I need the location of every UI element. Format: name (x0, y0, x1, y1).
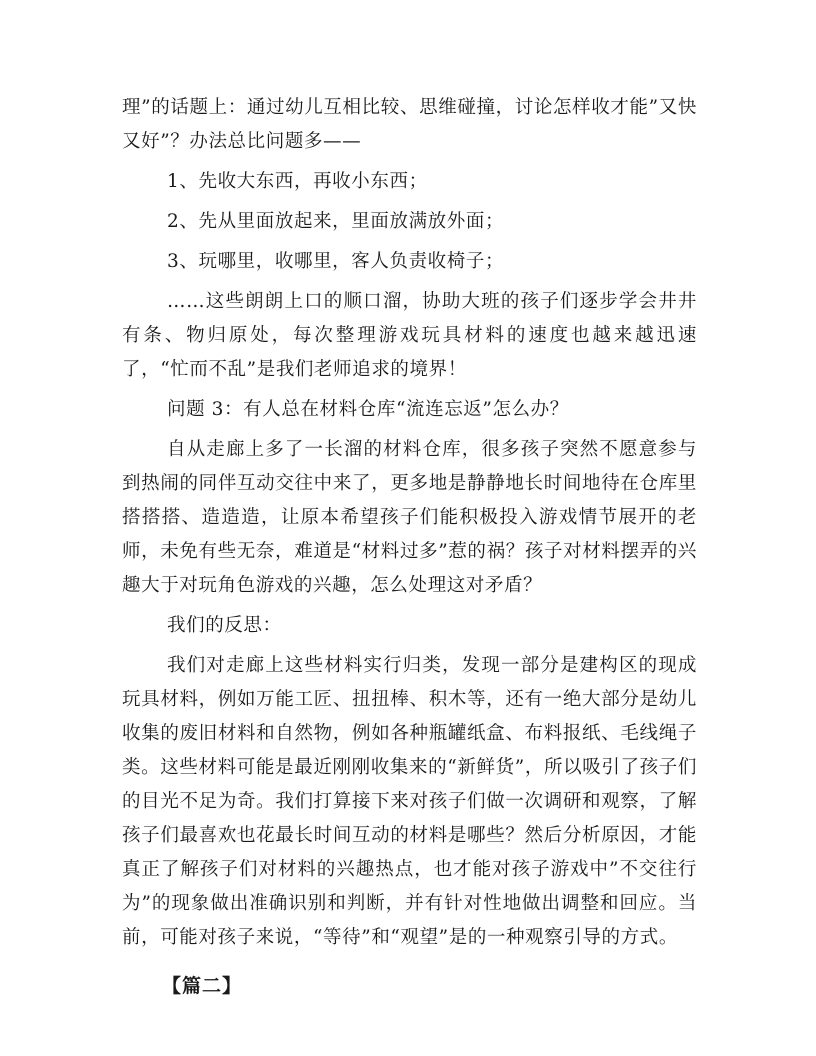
list-item-1: 1、先收大东西，再收小东西； (167, 171, 428, 192)
section-heading: 【篇二】 (162, 975, 243, 997)
paragraph-continuation: 理”的话题上：通过幼儿互相比较、思维碰撞，讨论怎样收才能”又快又好”？办法总比问题多—— (122, 97, 697, 152)
paragraph-problem: 自从走廊上多了一长溜的材料仓库，很多孩子突然不愿意参与到热闹的同伴互动交往中来了，更多地是静静地长时间地待在仓库里搭搭搭、造造造，让原本希望孩子们能积极投入游戏情节展开的老师，未免有些无奈，难道是“材料过多”惹的祸？孩子对材料摆弄的兴趣大于对玩角色游戏的兴趣，怎么处理这对矛盾？ (122, 439, 697, 596)
paragraph-rhymes: ……这些朗朗上口的顺口溜，协助大班的孩子们逐步学会井井有条、物归原处，每次整理游戏玩具材料的速度也越来越迅速了，“忙而不乱”是我们老师追求的境界！ (122, 291, 697, 380)
document-page (122, 91, 697, 1003)
paragraph-reflection: 我们对走廊上这些材料实行归类，发现一部分是建构区的现成玩具材料，例如万能工匠、扭扭棒、积木等，还有一绝大部分是幼儿收集的废旧材料和自然物，例如各种瓶罐纸盒、布料报纸、毛线绳子类。这些材料可能是最近刚刚收集来的“新鲜货”，所以吸引了孩子们的目光不足为奇。我们打算接下来对孩子们做一次调研和观察，了解孩子们最喜欢也花最长时间互动的材料是哪些？然后分析原因，才能真正了解孩子们对材料的兴趣热点，也才能对孩子游戏中”不交往行为”的现象做出准确识别和判断，并有针对性地做出调整和回应。当前，可能对孩子来说，“等待”和“观望”是的一种观察引导的方式。 (122, 655, 697, 948)
reflection-label: 我们的反思： (167, 615, 282, 636)
list-item-3: 3、玩哪里，收哪里，客人负责收椅子； (167, 251, 505, 272)
list-item-2: 2、先从里面放起来，里面放满放外面； (167, 211, 505, 232)
question-3: 问题 3：有人总在材料仓库“流连忘返”怎么办？ (167, 399, 569, 420)
